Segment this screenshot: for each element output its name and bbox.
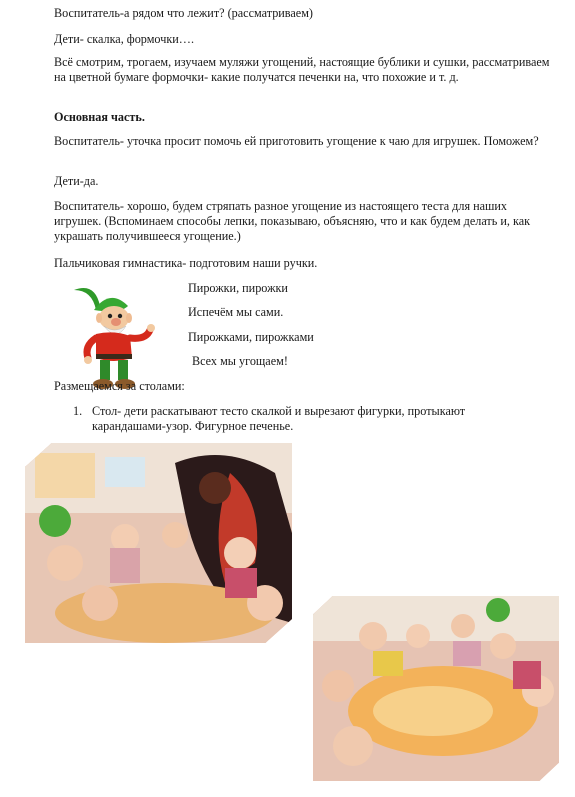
poem-line-1: Пирожки, пирожки bbox=[188, 281, 288, 295]
paragraph-duck-request: Воспитатель- уточка просит помочь ей приготовить угощение к чаю для игрушек. Поможем? bbox=[54, 134, 539, 148]
paragraph-children-answer: Дети- скалка, формочки…. bbox=[54, 32, 195, 46]
photo-children-at-table bbox=[313, 596, 559, 781]
paragraph-finger-gym: Пальчиковая гимнастика- подготовим наши ручки. bbox=[54, 256, 318, 270]
photo-children-kneading bbox=[25, 443, 292, 643]
poem-line-2: Испечём мы сами. bbox=[188, 305, 284, 319]
paragraph-exploration: Всё смотрим, трогаем, изучаем муляжи угощений, настоящие бублики и сушки, рассматриваем на цветной бумаге формочки- какие получатся печенки на, что похожие и т. д. bbox=[54, 55, 550, 84]
paragraph-children-yes: Дети-да. bbox=[54, 174, 99, 188]
paragraph-seating: Размещаемся за столами: bbox=[54, 379, 185, 393]
list-item-text: Стол- дети раскатывают тесто скалкой и вырезают фигурки, протыкают карандашами-узор. Фигурное печенье. bbox=[92, 404, 466, 433]
gnome-illustration bbox=[70, 276, 162, 394]
paragraph-teacher-question: Воспитатель-а рядом что лежит? (рассматриваем) bbox=[54, 6, 313, 20]
poem-line-3: Пирожками, пирожками bbox=[188, 330, 314, 344]
list-item-number: 1. bbox=[73, 404, 83, 418]
section-heading: Основная часть. bbox=[54, 110, 145, 124]
poem-line-4: Всех мы угощаем! bbox=[192, 354, 288, 368]
paragraph-baking-plan: Воспитатель- хорошо, будем стряпать разное угощение из настоящего теста для наших игрушек. (Вспоминаем способы лепки, показываю, объясняю, что и как будем делать и, как украшать получившееся угощение.) bbox=[54, 199, 531, 243]
